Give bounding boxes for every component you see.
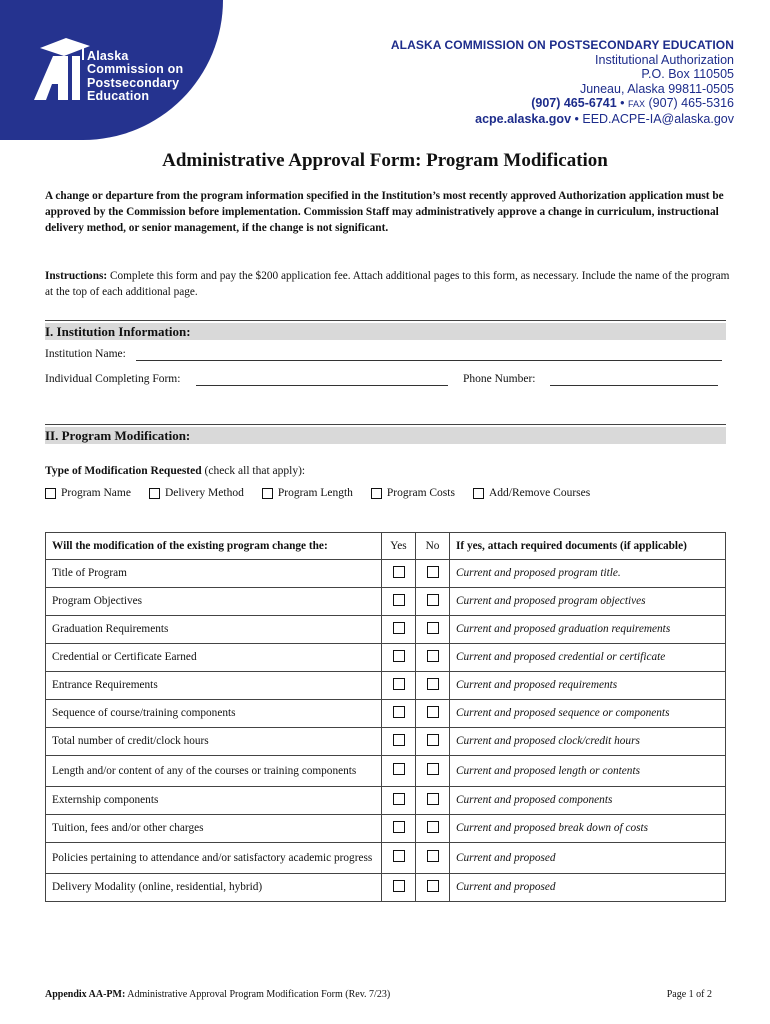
phone-field[interactable] <box>550 385 718 386</box>
row-item: Credential or Certificate Earned <box>46 644 382 672</box>
no-cell <box>416 616 450 644</box>
no-cell <box>416 843 450 874</box>
section-1-title: I. Institution Information: <box>45 324 191 339</box>
yes-checkbox[interactable] <box>393 566 405 578</box>
table-row <box>46 728 726 756</box>
email-link[interactable]: EED.ACPE-IA@alaska.gov <box>582 111 734 126</box>
institution-name-field[interactable] <box>136 360 722 361</box>
no-cell <box>416 644 450 672</box>
checkbox[interactable] <box>45 488 56 499</box>
yes-checkbox[interactable] <box>393 678 405 690</box>
table-header-row <box>46 533 726 560</box>
checkbox[interactable] <box>473 488 484 499</box>
row-item: Sequence of course/training components <box>46 700 382 728</box>
no-checkbox[interactable] <box>427 763 439 775</box>
table-row <box>46 874 726 902</box>
divider <box>45 424 726 425</box>
row-required-docs: Current and proposed program title. <box>450 560 726 588</box>
row-required-docs: Current and proposed length or contents <box>450 756 726 787</box>
section-2-title: II. Program Modification: <box>45 428 191 443</box>
table-row <box>46 588 726 616</box>
no-cell <box>416 672 450 700</box>
yes-cell <box>382 616 416 644</box>
yes-cell <box>382 843 416 874</box>
col-header-item: Will the modification of the existing program change the: <box>46 533 382 560</box>
no-cell <box>416 787 450 815</box>
page-title: Administrative Approval Form: Program Modification <box>162 150 608 171</box>
row-required-docs: Current and proposed graduation requirements <box>450 616 726 644</box>
row-item: Tuition, fees and/or other charges <box>46 815 382 843</box>
yes-cell <box>382 672 416 700</box>
row-item: Total number of credit/clock hours <box>46 728 382 756</box>
yes-checkbox[interactable] <box>393 706 405 718</box>
address-block <box>391 38 734 127</box>
yes-checkbox[interactable] <box>393 793 405 805</box>
yes-cell <box>382 700 416 728</box>
city: Juneau, Alaska 99811-0505 <box>579 81 734 96</box>
po-box: P.O. Box 110505 <box>641 67 734 82</box>
no-cell <box>416 588 450 616</box>
checkbox[interactable] <box>371 488 382 499</box>
row-item: Policies pertaining to attendance and/or satisfactory academic progress <box>46 843 382 874</box>
row-item: Externship components <box>46 787 382 815</box>
phone-label: Phone Number: <box>463 373 536 385</box>
col-header-docs: If yes, attach required documents (if applicable) <box>450 533 726 560</box>
option-add-remove-courses[interactable]: Add/Remove Courses <box>473 487 590 499</box>
row-item: Entrance Requirements <box>46 672 382 700</box>
row-item: Graduation Requirements <box>46 616 382 644</box>
no-checkbox[interactable] <box>427 706 439 718</box>
col-header-yes: Yes <box>382 533 416 560</box>
no-checkbox[interactable] <box>427 850 439 862</box>
yes-checkbox[interactable] <box>393 880 405 892</box>
row-required-docs: Current and proposed credential or certificate <box>450 644 726 672</box>
table-row <box>46 700 726 728</box>
yes-cell <box>382 560 416 588</box>
institution-name-label: Institution Name: <box>45 348 126 360</box>
col-header-no: No <box>416 533 450 560</box>
row-required-docs: Current and proposed requirements <box>450 672 726 700</box>
row-required-docs: Current and proposed clock/credit hours <box>450 728 726 756</box>
yes-checkbox[interactable] <box>393 763 405 775</box>
dept-name: Institutional Authorization <box>595 52 734 67</box>
yes-cell <box>382 588 416 616</box>
row-required-docs: Current and proposed sequence or components <box>450 700 726 728</box>
row-item: Length and/or content of any of the courses or training components <box>46 756 382 787</box>
table-row <box>46 644 726 672</box>
table-row <box>46 787 726 815</box>
individual-label: Individual Completing Form: <box>45 373 181 385</box>
no-checkbox[interactable] <box>427 821 439 833</box>
option-program-name[interactable]: Program Name <box>45 487 131 499</box>
no-checkbox[interactable] <box>427 650 439 662</box>
yes-checkbox[interactable] <box>393 594 405 606</box>
no-checkbox[interactable] <box>427 678 439 690</box>
no-checkbox[interactable] <box>427 594 439 606</box>
table-row <box>46 843 726 874</box>
modification-options <box>45 487 608 499</box>
no-cell <box>416 815 450 843</box>
no-cell <box>416 700 450 728</box>
no-checkbox[interactable] <box>427 566 439 578</box>
row-item: Title of Program <box>46 560 382 588</box>
checkbox[interactable] <box>149 488 160 499</box>
type-label: Type of Modification Requested (check all that apply): <box>45 465 306 477</box>
no-checkbox[interactable] <box>427 622 439 634</box>
option-delivery-method[interactable]: Delivery Method <box>149 487 244 499</box>
option-program-costs[interactable]: Program Costs <box>371 487 455 499</box>
intro-paragraph: A change or departure from the program information specified in the Institution’s most recently approved Authorization application must be approved by the Commission before implementation. Commission Staff may administratively approve a change in curriculum, instructional delivery method, or senior management, if the change is not significant. <box>45 190 724 234</box>
yes-cell <box>382 787 416 815</box>
yes-cell <box>382 644 416 672</box>
contact-web-line: acpe.alaska.gov • EED.ACPE-IA@alaska.gov <box>475 111 734 126</box>
row-required-docs: Current and proposed program objectives <box>450 588 726 616</box>
org-name: ALASKA COMMISSION ON POSTSECONDARY EDUCATION <box>390 38 734 52</box>
row-item: Delivery Modality (online, residential, hybrid) <box>46 874 382 902</box>
no-cell <box>416 756 450 787</box>
row-item: Program Objectives <box>46 588 382 616</box>
divider <box>45 320 726 321</box>
table-row <box>46 672 726 700</box>
page-number: Page 1 of 2 <box>666 989 712 1000</box>
modification-table <box>45 532 726 902</box>
row-required-docs: Current and proposed break down of costs <box>450 815 726 843</box>
yes-cell <box>382 728 416 756</box>
row-required-docs: Current and proposed <box>450 874 726 902</box>
individual-field[interactable] <box>196 385 448 386</box>
footer-form-id: Appendix AA-PM: Administrative Approval Program Modification Form (Rev. 7/23) <box>45 989 391 1000</box>
yes-checkbox[interactable] <box>393 850 405 862</box>
no-cell <box>416 874 450 902</box>
checkbox[interactable] <box>262 488 273 499</box>
yes-cell <box>382 756 416 787</box>
yes-checkbox[interactable] <box>393 622 405 634</box>
no-checkbox[interactable] <box>427 880 439 892</box>
contact-phone-line: (907) 465-6741 • FAX (907) 465-5316 <box>531 96 734 111</box>
no-checkbox[interactable] <box>427 734 439 746</box>
no-cell <box>416 560 450 588</box>
yes-cell <box>382 874 416 902</box>
yes-checkbox[interactable] <box>393 821 405 833</box>
row-required-docs: Current and proposed components <box>450 787 726 815</box>
logo-text: Alaska Commission on Postsecondary Education <box>87 49 184 104</box>
table-row <box>46 616 726 644</box>
table-row <box>46 560 726 588</box>
row-required-docs: Current and proposed <box>450 843 726 874</box>
yes-cell <box>382 815 416 843</box>
yes-checkbox[interactable] <box>393 734 405 746</box>
yes-checkbox[interactable] <box>393 650 405 662</box>
website-link[interactable]: acpe.alaska.gov <box>475 111 572 126</box>
table-row <box>46 756 726 787</box>
no-cell <box>416 728 450 756</box>
no-checkbox[interactable] <box>427 793 439 805</box>
instructions: Instructions: Complete this form and pay the $200 application fee. Attach additional pages to this form, as necessary. Include the name of the program at the top of each additional page. <box>45 270 730 298</box>
table-row <box>46 815 726 843</box>
option-program-length[interactable]: Program Length <box>262 487 353 499</box>
